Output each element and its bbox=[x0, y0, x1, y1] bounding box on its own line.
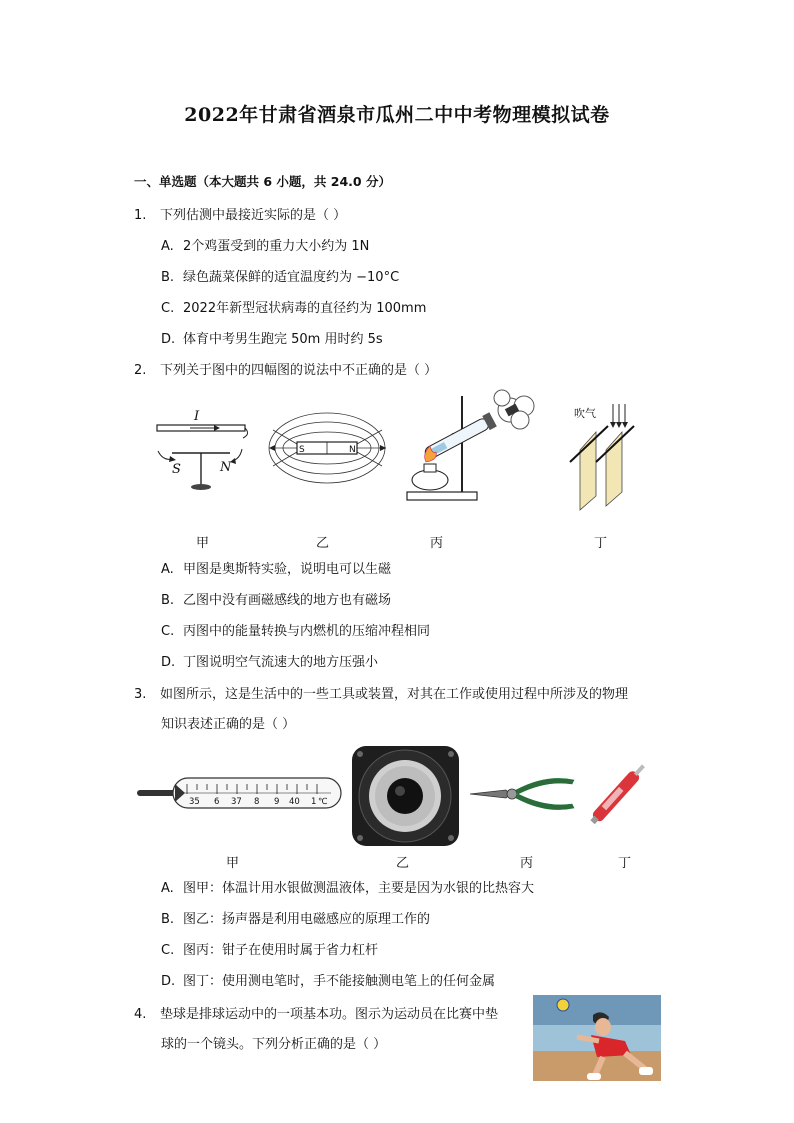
fig3-caption-4: 丁 bbox=[618, 856, 632, 871]
q1-option-d: D. 体育中考男生跑完 50m 用时约 5s bbox=[161, 332, 383, 347]
thermo-tick-1: 1 bbox=[311, 797, 317, 807]
q3-option-a: A. 图甲：体温计用水银做测温液体，主要是因为水银的比热容大 bbox=[161, 881, 535, 896]
q3-option-b: B. 图乙：扬声器是利用电磁感应的原理工作的 bbox=[161, 912, 431, 927]
q2-option-c: C. 丙图中的能量转换与内燃机的压缩冲程相同 bbox=[161, 624, 431, 639]
fig3-caption-1: 甲 bbox=[226, 856, 240, 871]
blow-label: 吹气 bbox=[574, 407, 596, 420]
page-title: 2022年甘肃省酒泉市瓜州二中中考物理模拟试卷 bbox=[184, 104, 610, 126]
question-text: 下列关于图中的四幅图的说法中不正确的是（ ） bbox=[160, 363, 438, 378]
q1-option-a: A. 2个鸡蛋受到的重力大小约为 1N bbox=[161, 239, 370, 254]
figure-paper-blow bbox=[568, 400, 638, 515]
figure-pliers bbox=[466, 772, 578, 816]
q3-option-c: C. 图丙：钳子在使用时属于省力杠杆 bbox=[161, 943, 379, 958]
question-text: 如图所示，这是生活中的一些工具或装置，对其在工作或使用过程中所涉及的物理 bbox=[160, 687, 629, 702]
thermo-tick-40: 40 bbox=[289, 797, 300, 807]
thermo-tick-9: 9 bbox=[274, 797, 280, 807]
question-4-continuation: 球的一个镜头。下列分析正确的是（ ） bbox=[161, 1037, 387, 1052]
question-text: 垫球是排球运动中的一项基本功。图示为运动员在比赛中垫 bbox=[160, 1007, 499, 1022]
thermo-tick-8: 8 bbox=[254, 797, 260, 807]
question-number: 1. bbox=[134, 208, 147, 223]
question-3 bbox=[134, 683, 628, 702]
figure-oersted bbox=[150, 405, 255, 500]
fig2-caption-4: 丁 bbox=[594, 536, 608, 551]
q2-option-b: B. 乙图中没有画磁感线的地方也有磁场 bbox=[161, 593, 392, 608]
magnet-s-label: S bbox=[299, 445, 305, 455]
figure-thermometer bbox=[135, 770, 347, 818]
thermo-tick-6: 6 bbox=[214, 797, 220, 807]
question-1 bbox=[134, 204, 346, 223]
thermo-tick-37: 37 bbox=[231, 797, 242, 807]
question-number: 4. bbox=[134, 1007, 147, 1022]
current-label: I bbox=[194, 409, 200, 424]
pole-n-label: N bbox=[220, 460, 232, 475]
fig2-caption-2: 乙 bbox=[316, 536, 330, 551]
section-heading: 一、单选题（本大题共 6 小题，共 24.0 分） bbox=[134, 174, 391, 189]
fig3-caption-3: 丙 bbox=[520, 856, 534, 871]
q1-option-b: B. 绿色蔬菜保鲜的适宜温度约为 −10°C bbox=[161, 270, 400, 285]
fig2-caption-1: 甲 bbox=[196, 536, 210, 551]
question-text: 下列估测中最接近实际的是（ ） bbox=[160, 208, 347, 223]
question-number: 3. bbox=[134, 687, 147, 702]
q3-option-d: D. 图丁：使用测电笔时，手不能接触测电笔上的任何金属 bbox=[161, 974, 496, 989]
q2-option-a: A. 甲图是奥斯特实验，说明电可以生磁 bbox=[161, 562, 392, 577]
volleyball-photo bbox=[533, 995, 661, 1081]
pole-s-label: S bbox=[172, 462, 181, 477]
fig2-caption-3: 丙 bbox=[430, 536, 444, 551]
q2-option-d: D. 丁图说明空气流速大的地方压强小 bbox=[161, 655, 379, 670]
figure-loudspeaker bbox=[348, 744, 463, 849]
thermo-unit: ℃ bbox=[318, 797, 328, 807]
question-2 bbox=[134, 359, 437, 378]
figure-test-tube bbox=[402, 388, 542, 506]
magnet-n-label: N bbox=[349, 445, 356, 455]
fig3-caption-2: 乙 bbox=[396, 856, 410, 871]
question-3-continuation: 知识表述正确的是（ ） bbox=[161, 717, 296, 732]
question-4 bbox=[134, 1003, 498, 1022]
figure-test-pen bbox=[578, 752, 658, 836]
thermo-tick-35: 35 bbox=[189, 797, 200, 807]
figure-magnet-field bbox=[265, 410, 390, 495]
q1-option-c: C. 2022年新型冠状病毒的直径约为 100mm bbox=[161, 301, 427, 316]
question-number: 2. bbox=[134, 363, 147, 378]
